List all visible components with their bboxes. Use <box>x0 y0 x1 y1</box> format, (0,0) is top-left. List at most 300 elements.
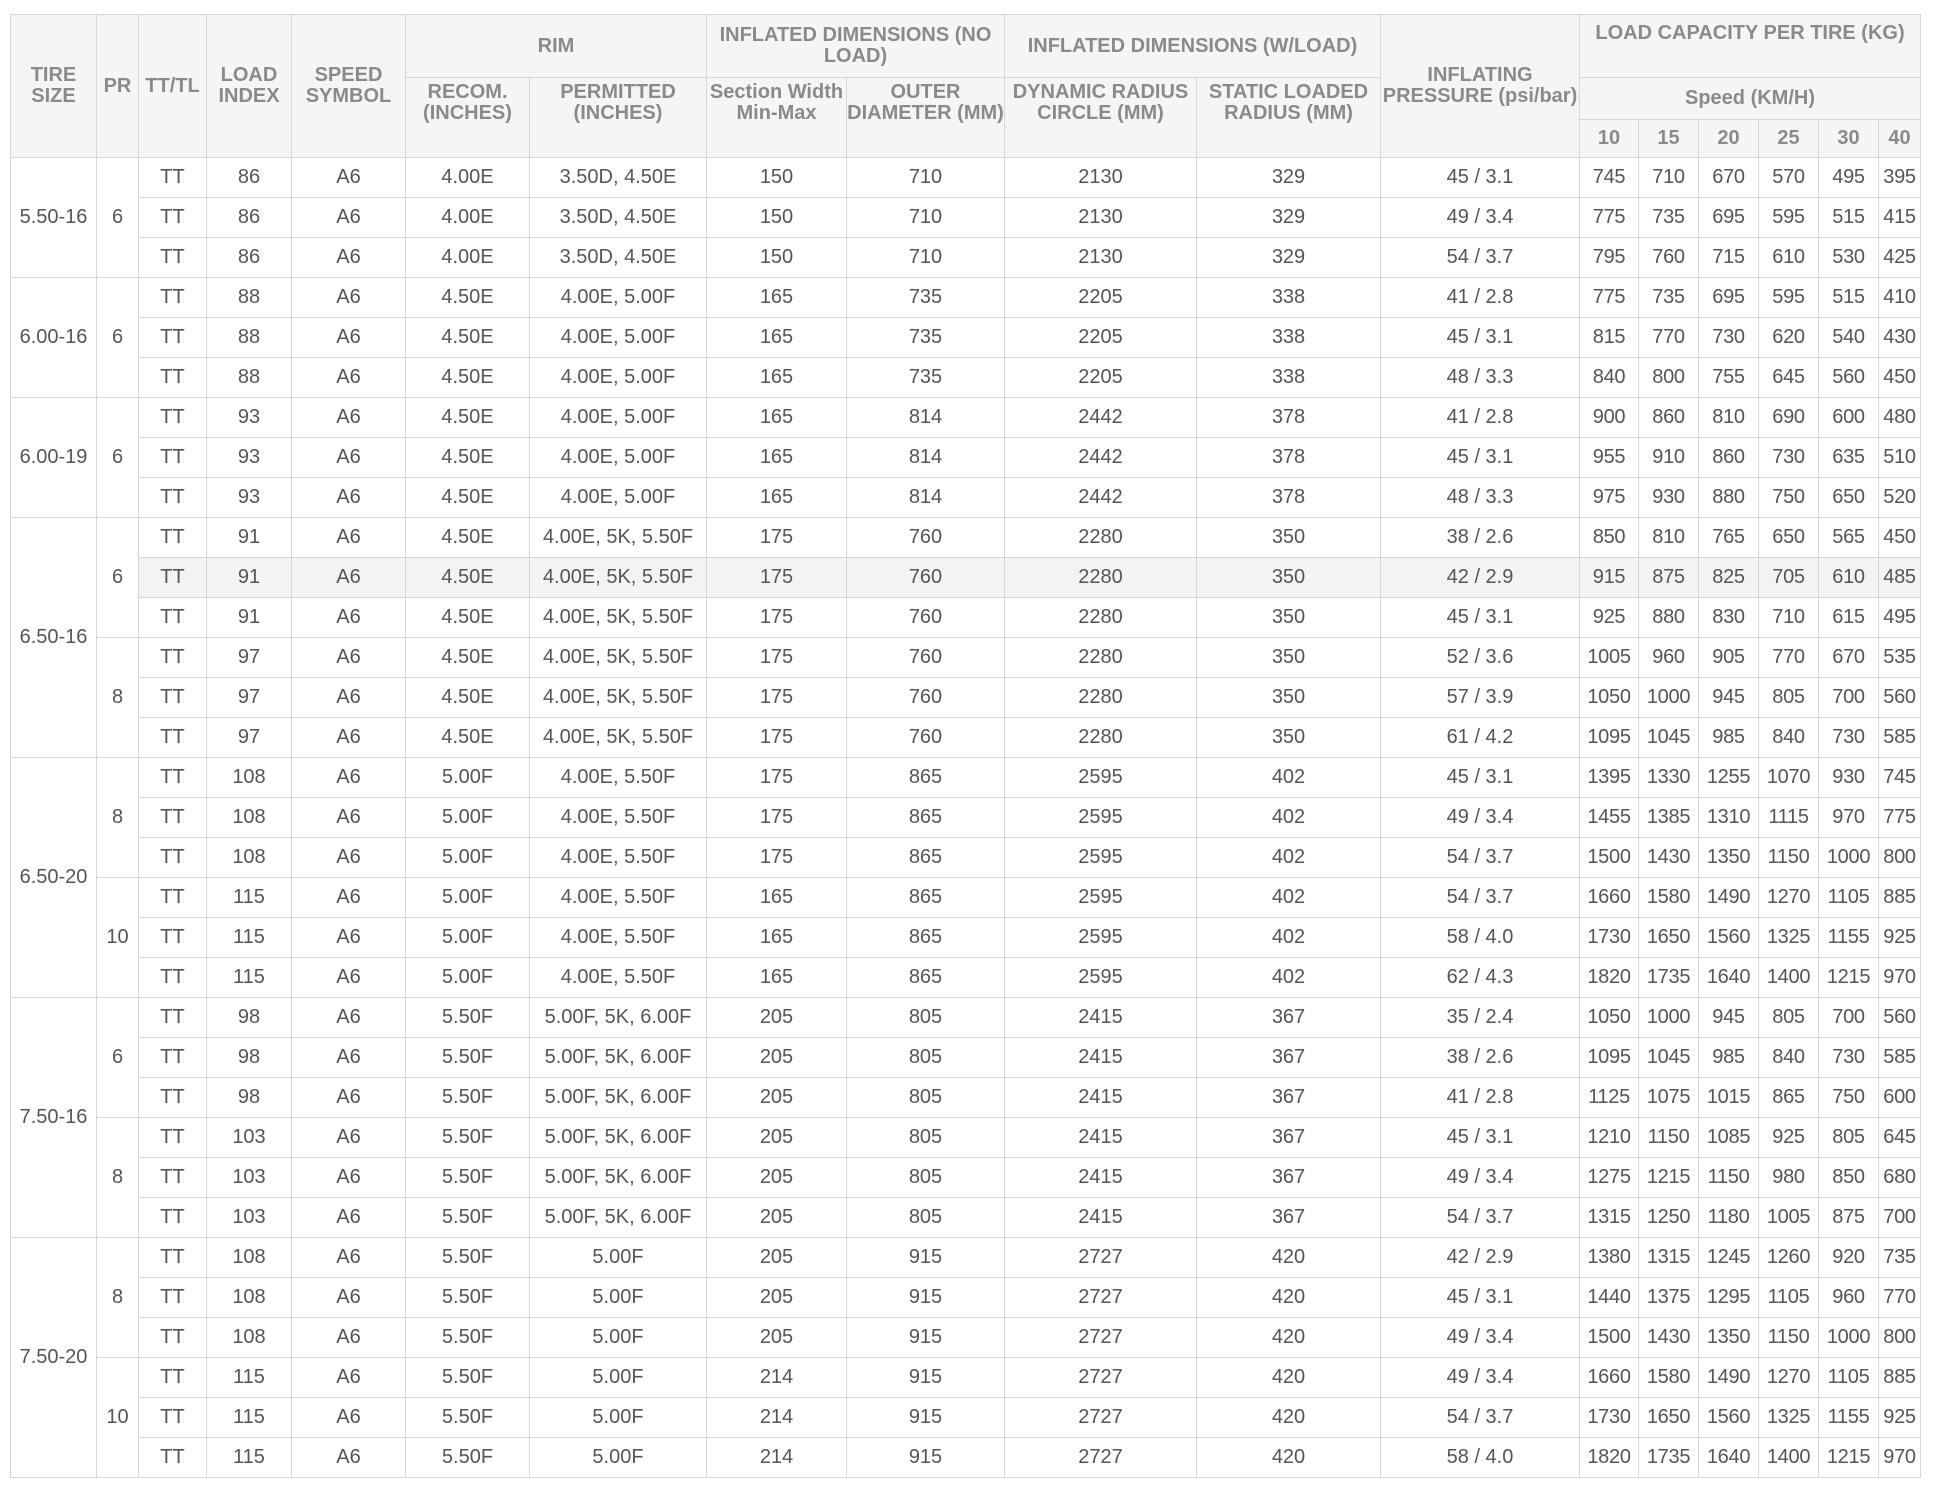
load-capacity-cell: 985 <box>1699 1038 1759 1078</box>
dynamic-radius-cell: 2595 <box>1005 918 1197 958</box>
rim-recom-cell: 5.50F <box>406 1358 530 1398</box>
load-capacity-cell: 1580 <box>1639 878 1699 918</box>
load-capacity-cell: 1660 <box>1580 1358 1639 1398</box>
tire-size-cell: 7.50-16 <box>11 998 97 1238</box>
static-loaded-cell: 402 <box>1197 758 1381 798</box>
load-capacity-cell: 860 <box>1639 398 1699 438</box>
table-row <box>11 518 1921 558</box>
rim-permitted-cell: 4.00E, 5.50F <box>530 958 707 998</box>
header-rim: RIM <box>406 15 707 78</box>
load-capacity-cell: 805 <box>1759 678 1819 718</box>
dynamic-radius-cell: 2595 <box>1005 798 1197 838</box>
dynamic-radius-cell: 2280 <box>1005 678 1197 718</box>
rim-recom-cell: 5.00F <box>406 958 530 998</box>
table-row <box>11 1118 1921 1158</box>
rim-permitted-cell: 5.00F, 5K, 6.00F <box>530 998 707 1038</box>
rim-permitted-cell: 5.00F <box>530 1238 707 1278</box>
load-capacity-cell: 710 <box>1759 598 1819 638</box>
inflating-pressure-cell: 45 / 3.1 <box>1381 758 1580 798</box>
dynamic-radius-cell: 2280 <box>1005 518 1197 558</box>
speed-symbol-cell: A6 <box>292 438 406 478</box>
load-index-cell: 98 <box>207 1038 292 1078</box>
outer-diameter-cell: 915 <box>847 1398 1005 1438</box>
rim-recom-cell: 4.50E <box>406 678 530 718</box>
load-capacity-cell: 1395 <box>1580 758 1639 798</box>
outer-diameter-cell: 710 <box>847 238 1005 278</box>
table-row <box>11 238 1921 278</box>
rim-recom-cell: 5.00F <box>406 838 530 878</box>
inflating-pressure-cell: 41 / 2.8 <box>1381 1078 1580 1118</box>
outer-diameter-cell: 805 <box>847 998 1005 1038</box>
load-capacity-cell: 955 <box>1580 438 1639 478</box>
header-pr: PR <box>97 15 139 158</box>
load-capacity-cell: 425 <box>1879 238 1921 278</box>
tt-tl-cell: TT <box>139 1118 207 1158</box>
dynamic-radius-cell: 2130 <box>1005 238 1197 278</box>
load-index-cell: 93 <box>207 438 292 478</box>
load-capacity-cell: 1455 <box>1580 798 1639 838</box>
static-loaded-cell: 402 <box>1197 958 1381 998</box>
load-capacity-cell: 920 <box>1819 1238 1879 1278</box>
section-width-cell: 150 <box>707 238 847 278</box>
load-index-cell: 86 <box>207 198 292 238</box>
outer-diameter-cell: 735 <box>847 358 1005 398</box>
load-capacity-cell: 1400 <box>1759 1438 1819 1478</box>
tt-tl-cell: TT <box>139 238 207 278</box>
rim-recom-cell: 5.50F <box>406 1438 530 1478</box>
inflating-pressure-cell: 54 / 3.7 <box>1381 878 1580 918</box>
rim-recom-cell: 4.50E <box>406 318 530 358</box>
speed-symbol-cell: A6 <box>292 1038 406 1078</box>
load-capacity-cell: 840 <box>1580 358 1639 398</box>
pr-cell: 6 <box>97 518 139 638</box>
tt-tl-cell: TT <box>139 798 207 838</box>
load-capacity-cell: 710 <box>1639 158 1699 198</box>
load-capacity-cell: 1500 <box>1580 1318 1639 1358</box>
load-capacity-cell: 875 <box>1819 1198 1879 1238</box>
load-capacity-cell: 960 <box>1639 638 1699 678</box>
load-capacity-cell: 800 <box>1639 358 1699 398</box>
static-loaded-cell: 420 <box>1197 1398 1381 1438</box>
tt-tl-cell: TT <box>139 838 207 878</box>
static-loaded-cell: 402 <box>1197 798 1381 838</box>
static-loaded-cell: 420 <box>1197 1238 1381 1278</box>
load-capacity-cell: 775 <box>1879 798 1921 838</box>
load-capacity-cell: 980 <box>1759 1158 1819 1198</box>
load-capacity-cell: 565 <box>1819 518 1879 558</box>
tt-tl-cell: TT <box>139 398 207 438</box>
rim-recom-cell: 4.50E <box>406 278 530 318</box>
speed-symbol-cell: A6 <box>292 518 406 558</box>
inflating-pressure-cell: 54 / 3.7 <box>1381 1398 1580 1438</box>
load-capacity-cell: 1820 <box>1580 958 1639 998</box>
load-capacity-cell: 680 <box>1879 1158 1921 1198</box>
outer-diameter-cell: 915 <box>847 1358 1005 1398</box>
pr-cell: 8 <box>97 638 139 758</box>
section-width-cell: 205 <box>707 1158 847 1198</box>
load-capacity-cell: 450 <box>1879 358 1921 398</box>
rim-permitted-cell: 4.00E, 5K, 5.50F <box>530 718 707 758</box>
static-loaded-cell: 329 <box>1197 198 1381 238</box>
outer-diameter-cell: 865 <box>847 798 1005 838</box>
inflating-pressure-cell: 49 / 3.4 <box>1381 1158 1580 1198</box>
dynamic-radius-cell: 2415 <box>1005 998 1197 1038</box>
rim-permitted-cell: 5.00F <box>530 1398 707 1438</box>
load-index-cell: 98 <box>207 1078 292 1118</box>
pr-cell: 6 <box>97 398 139 518</box>
speed-symbol-cell: A6 <box>292 1238 406 1278</box>
table-row <box>11 878 1921 918</box>
inflating-pressure-cell: 49 / 3.4 <box>1381 1318 1580 1358</box>
outer-diameter-cell: 735 <box>847 278 1005 318</box>
section-width-cell: 165 <box>707 438 847 478</box>
outer-diameter-cell: 805 <box>847 1078 1005 1118</box>
load-capacity-cell: 805 <box>1759 998 1819 1038</box>
load-index-cell: 103 <box>207 1158 292 1198</box>
load-capacity-cell: 750 <box>1759 478 1819 518</box>
load-capacity-cell: 1000 <box>1819 1318 1879 1358</box>
rim-recom-cell: 5.50F <box>406 1078 530 1118</box>
load-capacity-cell: 1215 <box>1819 1438 1879 1478</box>
load-capacity-cell: 645 <box>1879 1118 1921 1158</box>
table-row <box>11 1078 1921 1118</box>
load-capacity-cell: 1295 <box>1699 1278 1759 1318</box>
load-capacity-cell: 1400 <box>1759 958 1819 998</box>
section-width-cell: 205 <box>707 1278 847 1318</box>
load-capacity-cell: 800 <box>1879 1318 1921 1358</box>
inflating-pressure-cell: 52 / 3.6 <box>1381 638 1580 678</box>
tire-size-cell: 5.50-16 <box>11 158 97 278</box>
header-speed-15: 15 <box>1639 120 1699 158</box>
inflating-pressure-cell: 49 / 3.4 <box>1381 198 1580 238</box>
rim-recom-cell: 5.50F <box>406 998 530 1038</box>
dynamic-radius-cell: 2280 <box>1005 638 1197 678</box>
table-body <box>11 158 1921 1478</box>
table-row <box>11 1238 1921 1278</box>
rim-recom-cell: 4.50E <box>406 558 530 598</box>
rim-permitted-cell: 4.00E, 5K, 5.50F <box>530 678 707 718</box>
load-index-cell: 93 <box>207 398 292 438</box>
tt-tl-cell: TT <box>139 1078 207 1118</box>
load-capacity-cell: 1440 <box>1580 1278 1639 1318</box>
load-index-cell: 97 <box>207 718 292 758</box>
load-capacity-cell: 515 <box>1819 278 1879 318</box>
load-capacity-cell: 850 <box>1580 518 1639 558</box>
dynamic-radius-cell: 2415 <box>1005 1078 1197 1118</box>
load-capacity-cell: 1640 <box>1699 958 1759 998</box>
section-width-cell: 175 <box>707 838 847 878</box>
rim-recom-cell: 4.50E <box>406 478 530 518</box>
load-capacity-cell: 1105 <box>1819 878 1879 918</box>
rim-recom-cell: 4.00E <box>406 158 530 198</box>
table-row <box>11 1318 1921 1358</box>
load-index-cell: 115 <box>207 958 292 998</box>
load-capacity-cell: 495 <box>1879 598 1921 638</box>
table-row <box>11 1438 1921 1478</box>
load-capacity-cell: 1255 <box>1699 758 1759 798</box>
load-capacity-cell: 1125 <box>1580 1078 1639 1118</box>
static-loaded-cell: 329 <box>1197 158 1381 198</box>
static-loaded-cell: 420 <box>1197 1278 1381 1318</box>
load-index-cell: 115 <box>207 1398 292 1438</box>
speed-symbol-cell: A6 <box>292 878 406 918</box>
load-capacity-cell: 1315 <box>1639 1238 1699 1278</box>
inflating-pressure-cell: 48 / 3.3 <box>1381 358 1580 398</box>
load-capacity-cell: 905 <box>1699 638 1759 678</box>
load-capacity-cell: 755 <box>1699 358 1759 398</box>
rim-recom-cell: 4.00E <box>406 198 530 238</box>
tt-tl-cell: TT <box>139 1038 207 1078</box>
speed-symbol-cell: A6 <box>292 958 406 998</box>
inflating-pressure-cell: 38 / 2.6 <box>1381 1038 1580 1078</box>
outer-diameter-cell: 865 <box>847 758 1005 798</box>
rim-permitted-cell: 5.00F <box>530 1318 707 1358</box>
load-capacity-cell: 1430 <box>1639 838 1699 878</box>
table-row <box>11 198 1921 238</box>
rim-recom-cell: 5.00F <box>406 758 530 798</box>
header-rim-recom: RECOM. (INCHES) <box>406 78 530 158</box>
load-capacity-cell: 1085 <box>1699 1118 1759 1158</box>
load-index-cell: 108 <box>207 1278 292 1318</box>
outer-diameter-cell: 814 <box>847 398 1005 438</box>
speed-symbol-cell: A6 <box>292 238 406 278</box>
load-capacity-cell: 1350 <box>1699 1318 1759 1358</box>
load-capacity-cell: 850 <box>1819 1158 1879 1198</box>
header-dynamic-radius: DYNAMIC RADIUS CIRCLE (MM) <box>1005 78 1197 158</box>
tire-size-cell: 6.00-16 <box>11 278 97 398</box>
dynamic-radius-cell: 2727 <box>1005 1398 1197 1438</box>
load-index-cell: 108 <box>207 758 292 798</box>
speed-symbol-cell: A6 <box>292 358 406 398</box>
load-capacity-cell: 1000 <box>1819 838 1879 878</box>
static-loaded-cell: 402 <box>1197 878 1381 918</box>
inflating-pressure-cell: 58 / 4.0 <box>1381 1438 1580 1478</box>
pr-cell: 6 <box>97 158 139 278</box>
section-width-cell: 205 <box>707 998 847 1038</box>
rim-recom-cell: 4.50E <box>406 638 530 678</box>
outer-diameter-cell: 915 <box>847 1318 1005 1358</box>
inflating-pressure-cell: 41 / 2.8 <box>1381 398 1580 438</box>
speed-symbol-cell: A6 <box>292 638 406 678</box>
speed-symbol-cell: A6 <box>292 1158 406 1198</box>
dynamic-radius-cell: 2442 <box>1005 398 1197 438</box>
inflating-pressure-cell: 48 / 3.3 <box>1381 478 1580 518</box>
tt-tl-cell: TT <box>139 1358 207 1398</box>
section-width-cell: 214 <box>707 1438 847 1478</box>
header-inflating-pressure: INFLATING PRESSURE (psi/bar) <box>1381 15 1580 158</box>
load-capacity-cell: 610 <box>1759 238 1819 278</box>
section-width-cell: 205 <box>707 1118 847 1158</box>
table-row <box>11 678 1921 718</box>
section-width-cell: 214 <box>707 1358 847 1398</box>
dynamic-radius-cell: 2205 <box>1005 318 1197 358</box>
load-capacity-cell: 1250 <box>1639 1198 1699 1238</box>
rim-recom-cell: 5.50F <box>406 1278 530 1318</box>
speed-symbol-cell: A6 <box>292 1278 406 1318</box>
load-capacity-cell: 1050 <box>1580 998 1639 1038</box>
load-capacity-cell: 715 <box>1699 238 1759 278</box>
rim-permitted-cell: 4.00E, 5.50F <box>530 918 707 958</box>
dynamic-radius-cell: 2727 <box>1005 1278 1197 1318</box>
static-loaded-cell: 367 <box>1197 1078 1381 1118</box>
static-loaded-cell: 338 <box>1197 318 1381 358</box>
table-row <box>11 718 1921 758</box>
load-capacity-cell: 880 <box>1639 598 1699 638</box>
load-capacity-cell: 735 <box>1639 198 1699 238</box>
load-capacity-cell: 560 <box>1879 678 1921 718</box>
load-capacity-cell: 1155 <box>1819 1398 1879 1438</box>
load-capacity-cell: 805 <box>1819 1118 1879 1158</box>
inflating-pressure-cell: 61 / 4.2 <box>1381 718 1580 758</box>
load-capacity-cell: 1560 <box>1699 1398 1759 1438</box>
load-capacity-cell: 1000 <box>1639 678 1699 718</box>
speed-symbol-cell: A6 <box>292 918 406 958</box>
load-capacity-cell: 865 <box>1759 1078 1819 1118</box>
tire-spec-table-container <box>10 14 1921 1478</box>
load-capacity-cell: 480 <box>1879 398 1921 438</box>
outer-diameter-cell: 805 <box>847 1198 1005 1238</box>
static-loaded-cell: 402 <box>1197 918 1381 958</box>
load-capacity-cell: 615 <box>1819 598 1879 638</box>
static-loaded-cell: 338 <box>1197 278 1381 318</box>
pr-cell: 6 <box>97 998 139 1118</box>
rim-recom-cell: 5.50F <box>406 1038 530 1078</box>
rim-permitted-cell: 4.00E, 5.00F <box>530 478 707 518</box>
load-capacity-cell: 585 <box>1879 1038 1921 1078</box>
section-width-cell: 205 <box>707 1198 847 1238</box>
load-capacity-cell: 880 <box>1699 478 1759 518</box>
load-capacity-cell: 770 <box>1879 1278 1921 1318</box>
tt-tl-cell: TT <box>139 518 207 558</box>
header-load-capacity: LOAD CAPACITY PER TIRE (KG) <box>1580 15 1921 78</box>
static-loaded-cell: 350 <box>1197 558 1381 598</box>
load-capacity-cell: 1150 <box>1639 1118 1699 1158</box>
static-loaded-cell: 420 <box>1197 1358 1381 1398</box>
section-width-cell: 205 <box>707 1238 847 1278</box>
load-capacity-cell: 825 <box>1699 558 1759 598</box>
load-capacity-cell: 560 <box>1819 358 1879 398</box>
load-capacity-cell: 960 <box>1819 1278 1879 1318</box>
static-loaded-cell: 350 <box>1197 678 1381 718</box>
load-capacity-cell: 1045 <box>1639 1038 1699 1078</box>
section-width-cell: 165 <box>707 478 847 518</box>
speed-symbol-cell: A6 <box>292 798 406 838</box>
section-width-cell: 175 <box>707 718 847 758</box>
tt-tl-cell: TT <box>139 1398 207 1438</box>
table-row <box>11 1158 1921 1198</box>
rim-permitted-cell: 5.00F <box>530 1358 707 1398</box>
speed-symbol-cell: A6 <box>292 558 406 598</box>
table-row <box>11 1358 1921 1398</box>
load-capacity-cell: 750 <box>1819 1078 1879 1118</box>
section-width-cell: 205 <box>707 1038 847 1078</box>
load-capacity-cell: 1215 <box>1819 958 1879 998</box>
load-capacity-cell: 695 <box>1699 198 1759 238</box>
load-capacity-cell: 810 <box>1639 518 1699 558</box>
rim-recom-cell: 4.00E <box>406 238 530 278</box>
table-row <box>11 918 1921 958</box>
load-capacity-cell: 885 <box>1879 878 1921 918</box>
load-capacity-cell: 515 <box>1819 198 1879 238</box>
pr-cell: 10 <box>97 878 139 998</box>
rim-permitted-cell: 4.00E, 5K, 5.50F <box>530 598 707 638</box>
load-capacity-cell: 670 <box>1819 638 1879 678</box>
section-width-cell: 175 <box>707 798 847 838</box>
tt-tl-cell: TT <box>139 638 207 678</box>
load-index-cell: 103 <box>207 1198 292 1238</box>
load-capacity-cell: 650 <box>1819 478 1879 518</box>
rim-permitted-cell: 5.00F <box>530 1278 707 1318</box>
load-capacity-cell: 1075 <box>1639 1078 1699 1118</box>
load-index-cell: 91 <box>207 598 292 638</box>
load-index-cell: 88 <box>207 318 292 358</box>
outer-diameter-cell: 865 <box>847 878 1005 918</box>
tt-tl-cell: TT <box>139 438 207 478</box>
load-capacity-cell: 595 <box>1759 198 1819 238</box>
header-outer-diameter: OUTER DIAMETER (MM) <box>847 78 1005 158</box>
load-index-cell: 103 <box>207 1118 292 1158</box>
section-width-cell: 165 <box>707 918 847 958</box>
load-capacity-cell: 735 <box>1639 278 1699 318</box>
load-capacity-cell: 840 <box>1759 718 1819 758</box>
inflating-pressure-cell: 45 / 3.1 <box>1381 158 1580 198</box>
speed-symbol-cell: A6 <box>292 318 406 358</box>
inflating-pressure-cell: 58 / 4.0 <box>1381 918 1580 958</box>
load-capacity-cell: 1735 <box>1639 1438 1699 1478</box>
rim-recom-cell: 4.50E <box>406 438 530 478</box>
section-width-cell: 205 <box>707 1318 847 1358</box>
static-loaded-cell: 367 <box>1197 1118 1381 1158</box>
tt-tl-cell: TT <box>139 758 207 798</box>
load-capacity-cell: 1270 <box>1759 1358 1819 1398</box>
load-index-cell: 108 <box>207 1238 292 1278</box>
dynamic-radius-cell: 2205 <box>1005 358 1197 398</box>
speed-symbol-cell: A6 <box>292 1398 406 1438</box>
speed-symbol-cell: A6 <box>292 718 406 758</box>
load-capacity-cell: 1150 <box>1699 1158 1759 1198</box>
load-capacity-cell: 1640 <box>1699 1438 1759 1478</box>
rim-permitted-cell: 4.00E, 5.00F <box>530 358 707 398</box>
section-width-cell: 165 <box>707 278 847 318</box>
speed-symbol-cell: A6 <box>292 398 406 438</box>
static-loaded-cell: 367 <box>1197 998 1381 1038</box>
section-width-cell: 150 <box>707 158 847 198</box>
load-capacity-cell: 930 <box>1639 478 1699 518</box>
load-capacity-cell: 925 <box>1580 598 1639 638</box>
load-capacity-cell: 985 <box>1699 718 1759 758</box>
dynamic-radius-cell: 2595 <box>1005 758 1197 798</box>
inflating-pressure-cell: 49 / 3.4 <box>1381 1358 1580 1398</box>
speed-symbol-cell: A6 <box>292 478 406 518</box>
speed-symbol-cell: A6 <box>292 1358 406 1398</box>
load-capacity-cell: 830 <box>1699 598 1759 638</box>
inflating-pressure-cell: 49 / 3.4 <box>1381 798 1580 838</box>
rim-permitted-cell: 5.00F, 5K, 6.00F <box>530 1158 707 1198</box>
tt-tl-cell: TT <box>139 558 207 598</box>
header-rim-permitted: PERMITTED (INCHES) <box>530 78 707 158</box>
rim-recom-cell: 5.50F <box>406 1238 530 1278</box>
load-capacity-cell: 1350 <box>1699 838 1759 878</box>
speed-symbol-cell: A6 <box>292 598 406 638</box>
dynamic-radius-cell: 2727 <box>1005 1318 1197 1358</box>
outer-diameter-cell: 915 <box>847 1238 1005 1278</box>
static-loaded-cell: 329 <box>1197 238 1381 278</box>
pr-cell: 6 <box>97 278 139 398</box>
rim-permitted-cell: 5.00F <box>530 1438 707 1478</box>
load-capacity-cell: 700 <box>1819 998 1879 1038</box>
static-loaded-cell: 378 <box>1197 398 1381 438</box>
load-capacity-cell: 770 <box>1639 318 1699 358</box>
